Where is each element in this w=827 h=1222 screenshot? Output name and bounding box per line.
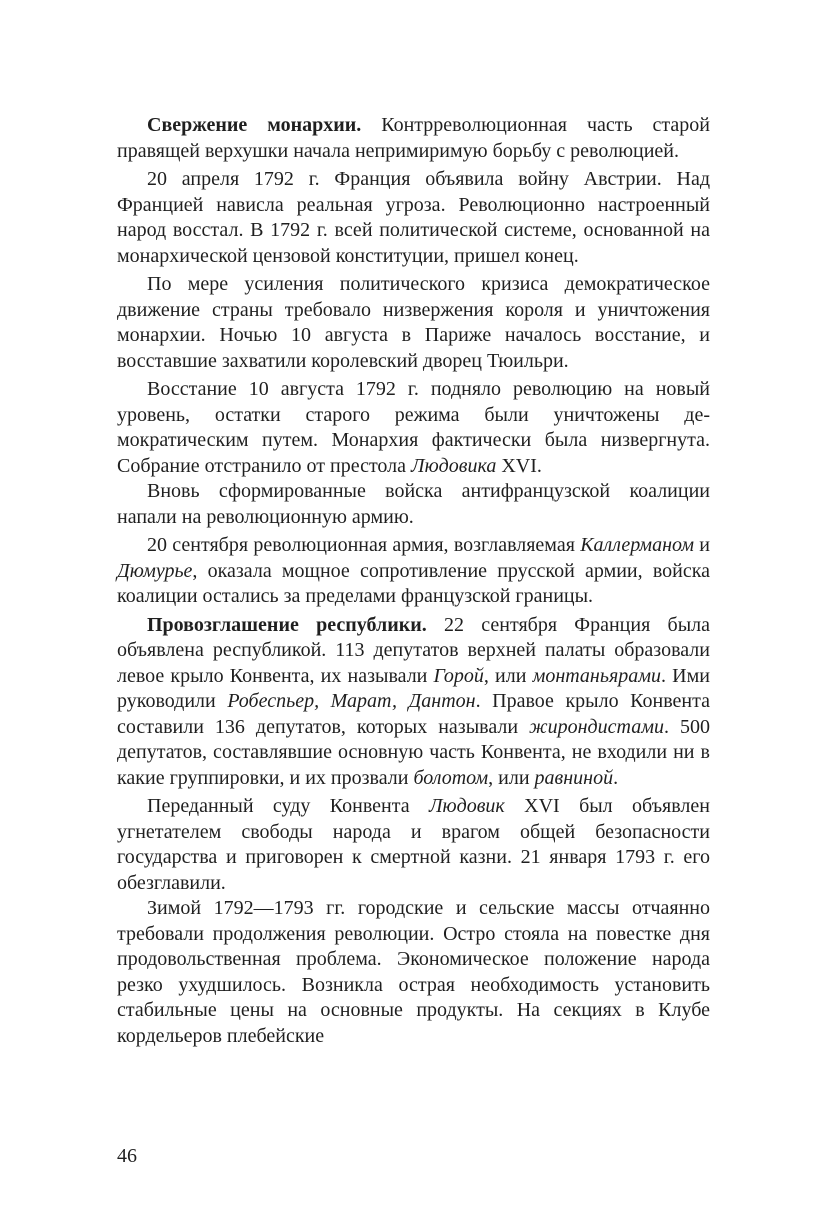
- italic-name: Каллерманом: [580, 534, 694, 556]
- page-body: [117, 113, 710, 1049]
- paragraph-text: XVI был объявлен угнетателем свободы народа и врагом общей безопасности государства и приговорен к смертной казни. 21 января 1793 г. его обезглавили.: [117, 795, 710, 894]
- paragraph: [117, 272, 710, 374]
- paragraph: [117, 794, 710, 896]
- paragraph-text: , оказала мощное сопротивление прусской армии, войска коалиции остались за пределами французской границы.: [117, 559, 710, 607]
- paragraph-text: 22 сентября Франция была объявлена республикой. 113 депутатов верхней палаты образовали левое крыло Конвента, их называли: [117, 613, 710, 687]
- italic-term: болотом: [413, 766, 489, 789]
- paragraph-text: По мере усиления политического кризиса демократическое движение страны требовало низвержения короля и уничтожения монархии. Ночью 10 августа в Париже началось восстание, и восставшие захватили королевский дворец Тюильри.: [117, 273, 710, 372]
- paragraph-text: Контрреволюционная часть старой правящей верхушки начала непримиримую борьбу с революцией.: [117, 114, 710, 162]
- paragraph: [117, 533, 710, 610]
- italic-name: Робеспьер, Марат, Дантон: [227, 690, 476, 712]
- paragraph-text: . Ими руководили: [117, 664, 710, 712]
- paragraph-text: . 500 депутатов, составлявшие основную часть Конвента, не входили ни в какие группировки, и их прозвали: [117, 715, 710, 789]
- paragraph: [117, 479, 710, 530]
- section-heading: Провозглашение республики.: [147, 613, 427, 636]
- paragraph-text: 20 сентября революционная армия, возглавляемая: [147, 534, 581, 556]
- section-heading: Свержение монархии.: [147, 114, 362, 136]
- paragraph: [117, 613, 710, 792]
- paragraph: [117, 377, 710, 479]
- italic-term: Горой: [433, 664, 484, 687]
- paragraph-text: Зимой 1792—1793 гг. городские и сельские массы отчаянно требовали продолжения революции. Остро стояла на повестке дня продовольственная проблема. Экономическое положение народа резко ухудшилось. Возникла острая необходимость установить стабильные цены на основные продукты. На секциях в Клубе кордельеров плебейские: [117, 897, 710, 1047]
- paragraph-text: XVI.: [496, 454, 542, 477]
- paragraph: [117, 896, 710, 1049]
- paragraph-text: и: [694, 534, 711, 556]
- paragraph-text: 20 апреля 1792 г. Франция объявила войну Австрии. Над Францией нависла реальная угроза. Революционно настроенный народ восстал. В 1792 г. всей политической системе, основанной на монархической цензовой конституции, пришел конец.: [117, 168, 710, 267]
- paragraph-text: Переданный суду Конвента: [147, 795, 429, 817]
- italic-term: равниной: [534, 766, 614, 789]
- italic-term: жирондистами: [529, 715, 665, 738]
- paragraph-text: . Правое крыло Конвента составили 136 депутатов, которых называли: [117, 690, 710, 738]
- italic-name: Людовик: [428, 795, 505, 817]
- paragraph-text: , или: [483, 664, 533, 687]
- paragraph: [117, 113, 710, 164]
- page-number: 46: [117, 1145, 137, 1167]
- italic-name: Людовика: [411, 454, 497, 477]
- italic-name: Дюмурье: [117, 559, 193, 582]
- italic-term: монтаньярами: [532, 664, 662, 687]
- paragraph-text: .: [613, 766, 619, 789]
- paragraph: [117, 167, 710, 269]
- paragraph-text: Восстание 10 августа 1792 г. подняло революцию на новый уровень, остатки старого режима были уничтожены демократическим путем. Монархия фактически была низвергнута. Собрание отстранило от престола: [117, 378, 710, 477]
- paragraph-text: Вновь сформированные войска антифранцузской коалиции напали на революционную армию.: [117, 480, 710, 528]
- paragraph-text: , или: [488, 766, 535, 789]
